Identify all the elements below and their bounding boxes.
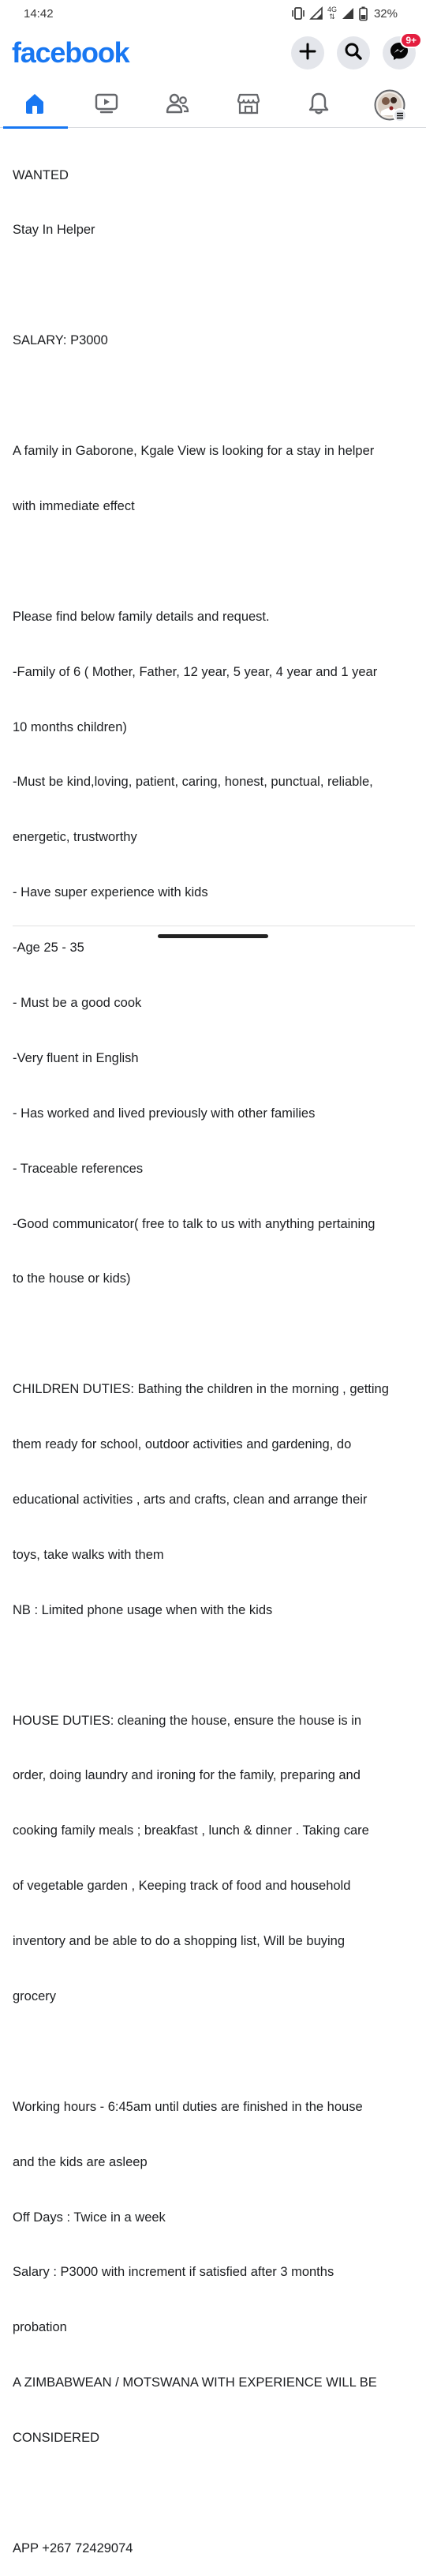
post-line [13,2484,417,2503]
notifications-icon [307,92,331,119]
messenger-button[interactable] [383,36,416,69]
post-line: grocery [13,1988,57,2003]
marketplace-icon [236,92,261,119]
post-line: -Very fluent in English [13,1050,139,1065]
create-button[interactable] [291,36,324,69]
signal-icon [310,7,323,20]
search-button[interactable] [337,36,370,69]
gesture-home-bar[interactable] [158,934,268,938]
tab-video[interactable] [72,82,141,128]
messenger-badge: 9+ [400,32,422,48]
friends-icon [165,92,190,119]
post-text [13,130,417,2576]
post-line: WANTED [13,167,69,182]
post-line [13,1657,417,1675]
status-time: 14:42 [24,7,54,21]
search-icon [344,42,363,65]
post-line: them ready for school, outdoor activities and gardening, do [13,1437,352,1452]
post-line: Off Days : Twice in a week [13,2210,166,2225]
post-line: CONSIDERED [13,2431,100,2446]
plus-icon [299,43,316,64]
app-header [0,32,426,76]
post-line [13,276,417,295]
facebook-logo[interactable]: facebook [12,36,129,69]
post-line: -Family of 6 ( Mother, Father, 12 year, 5 year, 4 year and 1 year [13,664,378,679]
tab-friends[interactable] [143,82,212,128]
post-line [13,387,417,405]
post-line: CHILDREN DUTIES: Bathing the children in the morning , getting [13,1382,389,1397]
post-line: of vegetable garden , Keeping track of food and household [13,1879,351,1894]
post-line: toys, take walks with them [13,1547,164,1562]
status-icons [291,6,398,21]
signal-strength-icon [342,7,354,20]
post-line: APP +267 72429074 [13,2540,133,2555]
post-line: to the house or kids) [13,1271,131,1286]
post-line: educational activities , arts and crafts, clean and arrange their [13,1492,368,1507]
post-line: with immediate effect [13,498,135,513]
profile-avatar [374,89,405,121]
tab-home[interactable] [0,82,69,128]
vibrate-icon [291,7,305,20]
tab-notifications[interactable] [284,82,353,128]
post-line [13,1325,417,1343]
post-line: and the kids are asleep [13,2154,148,2169]
tab-marketplace[interactable] [214,82,283,128]
post-line: -Good communicator( free to talk to us with anything pertaining [13,1216,376,1231]
main-nav [0,82,426,128]
network-type-label: 4G [327,6,337,13]
post-line: energetic, trustworthy [13,830,137,845]
post-line: Please find below family details and request. [13,609,270,624]
post-line: A ZIMBABWEAN / MOTSWANA WITH EXPERIENCE WILL BE [13,2375,377,2390]
battery-icon [359,6,368,21]
post-line: - Must be a good cook [13,995,142,1010]
post-line: inventory and be able to do a shopping list, Will be buying [13,1934,346,1949]
post-line: SALARY: P3000 [13,333,108,348]
post-line: probation [13,2320,67,2335]
post-line: 10 months children) [13,719,127,734]
network-type-indicator [327,6,337,21]
post-line [13,2043,417,2061]
home-icon [23,92,47,119]
menu-icon [393,108,407,122]
post-line: order, doing laundry and ironing for the family, preparing and [13,1768,361,1783]
post-line: cooking family meals ; breakfast , lunch & dinner . Taking care [13,1823,369,1838]
post-line: NB : Limited phone usage when with the kids [13,1602,273,1617]
post-line: -Must be kind,loving, patient, caring, honest, punctual, reliable, [13,775,373,790]
video-icon [94,92,119,119]
post-line [13,553,417,571]
active-tab-indicator [3,126,68,129]
post-line: HOUSE DUTIES: cleaning the house, ensure the house is in [13,1713,362,1728]
battery-percent: 32% [373,6,398,21]
post-line: - Traceable references [13,1161,144,1176]
status-bar [0,0,426,28]
data-arrows-icon: ⇅ [329,13,335,21]
post-line: Stay In Helper [13,223,95,238]
post-line: - Have super experience with kids [13,885,208,900]
post-line: Salary : P3000 with increment if satisfied after 3 months [13,2265,334,2280]
post-line: Working hours - 6:45am until duties are finished in the house [13,2099,363,2114]
post-line: -Age 25 - 35 [13,941,84,956]
tab-menu[interactable] [355,82,424,128]
post-line: - Has worked and lived previously with other families [13,1106,316,1121]
post-line: A family in Gaborone, Kgale View is looking for a stay in helper [13,444,375,459]
